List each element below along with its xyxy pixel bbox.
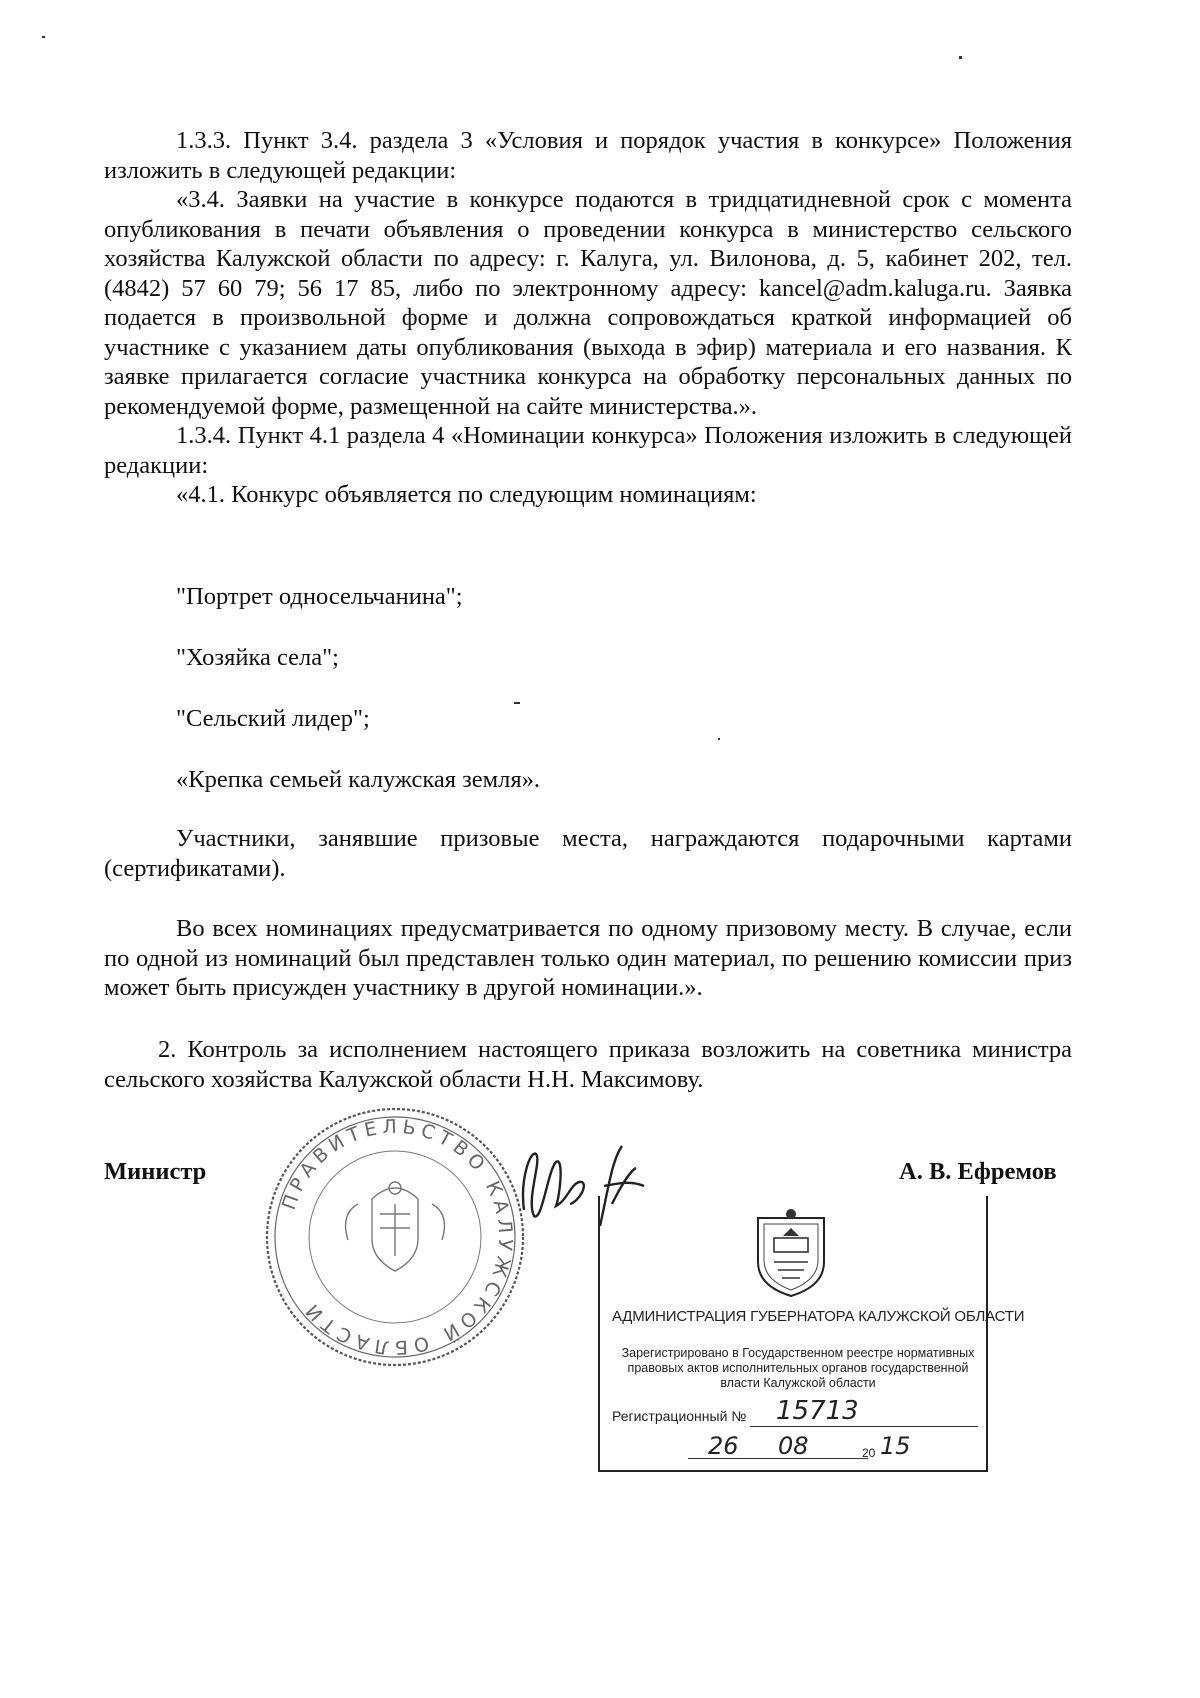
registration-number: 15713 [776,1396,859,1426]
scan-speck [42,36,45,38]
control-paragraph [104,1035,1072,1094]
scan-speck [959,56,962,59]
nomination-item: «Крепка семьей калужская земля». [176,766,541,793]
date-year-prefix: 20 [862,1446,876,1460]
awards-paragraph [104,824,1072,883]
date-year-suffix: 15 [880,1432,911,1460]
control-text: 2. Контроль за исполнением настоящего приказа возложить на советника министра сельского хозяйства Калужской области Н.Н. Максимову. [104,1036,1072,1093]
signature-name: А. В. Ефремов [899,1158,1057,1185]
paragraph-1-3-4: 1.3.4. Пункт 4.1 раздела 4 «Номинации конкурса» Положения изложить в следующей редакции: [104,422,1072,479]
paragraph-4-1: «4.1. Конкурс объявляется по следующим номинациям: [176,481,757,508]
signature-title: Министр [104,1158,207,1185]
section-1-3-3 [104,126,1072,510]
paragraph-3-4: «3.4. Заявки на участие в конкурсе подаются в тридцатидневной срок с момента опубликования в печати объявления о проведении конкурса в министерство сельского хозяйства Калужской области по адресу: г. Калуга, ул. Вилонова, д. 5, кабинет 202, тел. (4842) 57 60 79; 56 17 85, либо по электронному адресу: kancel@adm.kaluga.ru. Заявка подается в произвольной форме и должна сопровождаться краткой информацией об участнике с указанием даты опубликования (выхода в эфир) материала и его названия. К заявке прилагается согласие участника конкурса на обработку персональных данных по рекомендуемой форме, размещенной на сайте министерства.». [104,186,1072,420]
paragraph-1-3-3: 1.3.3. Пункт 3.4. раздела 3 «Условия и порядок участия в конкурсе» Положения изложить в следующей редакции: [104,127,1072,184]
scan-speck [514,702,520,704]
official-seal [262,1104,528,1370]
date-day: 26 [708,1432,739,1460]
nomination-item: "Хозяйка села"; [176,644,339,671]
nomination-item: "Портрет односельчанина"; [176,583,463,610]
emblem-icon [750,1206,832,1298]
single-prize-paragraph [104,914,1072,1003]
stamp-title: АДМИНИСТРАЦИЯ ГУБЕРНАТОРА КАЛУЖСКОЙ ОБЛАСТИ [612,1308,1025,1325]
registration-label: Регистрационный № [612,1408,747,1424]
scan-speck [718,738,720,740]
awards-text: Участники, занявшие призовые места, награждаются подарочными картами (сертификатами). [104,825,1072,882]
registration-stamp [598,1196,1025,1472]
seal-text: ПРАВИТЕЛЬСТВО КАЛУЖСКОЙ ОБЛАСТИ [277,1115,517,1359]
date-month: 08 [778,1432,809,1460]
nomination-item: "Сельский лидер"; [176,705,370,732]
registration-line [750,1426,978,1427]
single-prize-text: Во всех номинациях предусматривается по одному призовому месту. В случае, если по одной из номинаций был представлен только один материал, по решению комиссии приз может быть присужден участнику в другой номинации.». [104,915,1072,1001]
stamp-note: Зарегистрировано в Государственном реестре нормативных правовых актов исполнительных органов государственной власти Калужской области [621,1346,975,1390]
coat-of-arms-icon [346,1182,445,1271]
